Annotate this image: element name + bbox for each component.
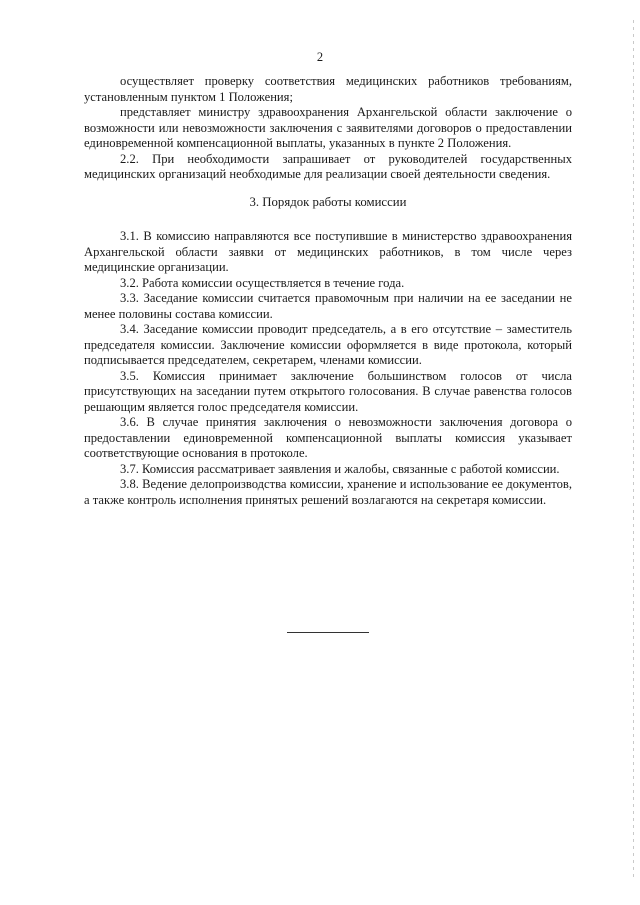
paragraph-3-8: 3.8. Ведение делопроизводства комиссии, хранение и использование ее документов, а также контроль исполнения принятых решений возлагаются на секретаря комиссии.	[84, 477, 572, 507]
paragraph-3-6: 3.6. В случае принятия заключения о невозможности заключения договора о предоставлении единовременной компенсационной выплаты комиссия указывает соответствующие основания в протоколе.	[84, 415, 572, 460]
paragraph-present-conclusion: представляет министру здравоохранения Архангельской области заключение о возможности или невозможности заключения с заявителями договоров о предоставлении единовременной компенсационной выплаты, указанных в пункте 2 Положения.	[84, 105, 572, 150]
paragraph-3-1: 3.1. В комиссию направляются все поступившие в министерство здравоохранения Архангельской области заявки от медицинских работников, в том числе через медицинские организации.	[84, 229, 572, 274]
document-body	[84, 74, 572, 508]
paragraph-3-2: 3.2. Работа комиссии осуществляется в течение года.	[120, 275, 405, 290]
paragraph-3-5: 3.5. Комиссия принимает заключение большинством голосов от числа присутствующих на заседании путем открытого голосования. В случае равенства голосов решающим является голос председателя комиссии.	[84, 368, 572, 414]
paragraph-3-7: 3.7. Комиссия рассматривает заявления и жалобы, связанные с работой комиссии.	[120, 461, 560, 476]
paragraph-check-compliance: осуществляет проверку соответствия медицинских работников требованиям, установленным пунктом 1 Положения;	[84, 74, 572, 104]
section-title: 3. Порядок работы комиссии	[249, 194, 407, 209]
paragraph-3-3: 3.3. Заседание комиссии считается правомочным при наличии на ее заседании не менее половины состава комиссии.	[84, 291, 572, 321]
paragraph-3-4: 3.4. Заседание комиссии проводит председатель, а в его отсутствие – заместитель председателя комиссии. Заключение комиссии оформляется в виде протокола, который подписывается председателем, секретарем, членами комиссии.	[84, 322, 572, 367]
paragraph-2-2: 2.2. При необходимости запрашивает от руководителей государственных медицинских организаций необходимые для реализации своей деятельности сведения.	[84, 151, 572, 181]
end-separator-line	[287, 632, 369, 633]
page-number: 2	[316, 50, 324, 64]
